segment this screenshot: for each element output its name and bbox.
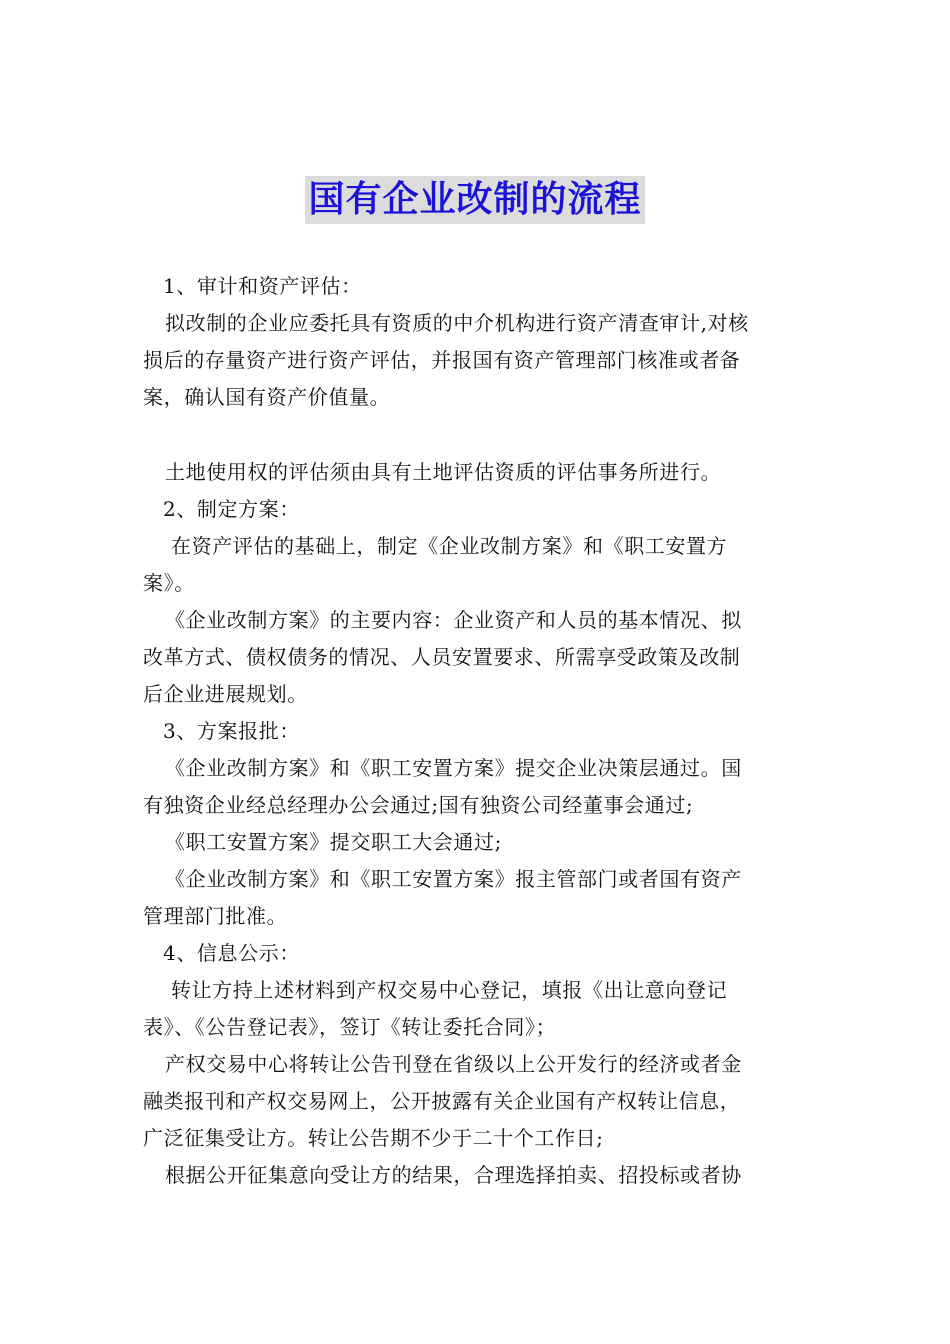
paragraph-line: 管理部门批准。: [143, 904, 288, 928]
paragraph-line: 在资产评估的基础上，制定《企业改制方案》和《职工安置方: [171, 534, 728, 558]
blank-line: [143, 416, 807, 454]
section-heading-plan: 2、制定方案：: [163, 497, 300, 521]
document-title: 国有企业改制的流程: [305, 176, 644, 224]
section-heading-disclosure: 4、信息公示：: [163, 941, 300, 965]
paragraph-line: 后企业进展规划。: [143, 682, 308, 706]
paragraph-line: 产权交易中心将转让公告刊登在省级以上公开发行的经济或者金: [165, 1052, 742, 1076]
document-body: [143, 268, 807, 1194]
paragraph-line: 有独资企业经总经理办公会通过;国有独资公司经董事会通过;: [143, 793, 694, 817]
paragraph-line: 融类报刊和产权交易网上，公开披露有关企业国有产权转让信息，: [143, 1089, 741, 1113]
section-heading-approval: 3、方案报批：: [163, 719, 300, 743]
paragraph-line: 广泛征集受让方。转让公告期不少于二十个工作日;: [143, 1126, 604, 1150]
paragraph-line: 根据公开征集意向受让方的结果，合理选择拍卖、招投标或者协: [165, 1163, 742, 1187]
paragraph-line: 《职工安置方案》提交职工大会通过;: [165, 830, 502, 854]
paragraph-line: 拟改制的企业应委托具有资质的中介机构进行资产清查审计,对核: [165, 311, 749, 335]
paragraph-line: 案》。: [143, 571, 195, 595]
paragraph-line: 损后的存量资产进行资产评估，并报国有资产管理部门核准或者备: [143, 348, 741, 372]
paragraph-line: 转让方持上述材料到产权交易中心登记，填报《出让意向登记: [171, 978, 728, 1002]
paragraph-line: 表》、《公告登记表》，签订《转让委托合同》；: [143, 1015, 557, 1039]
paragraph-line: 《企业改制方案》的主要内容：企业资产和人员的基本情况、拟: [165, 608, 742, 632]
paragraph-line: 《企业改制方案》和《职工安置方案》报主管部门或者国有资产: [165, 867, 742, 891]
paragraph-line: 《企业改制方案》和《职工安置方案》提交企业决策层通过。国: [165, 756, 742, 780]
paragraph-line: 改革方式、债权债务的情况、人员安置要求、所需享受政策及改制: [143, 645, 741, 669]
title-container: [0, 176, 950, 224]
section-heading-audit: 1、审计和资产评估：: [163, 274, 362, 298]
paragraph-line: 土地使用权的评估须由具有土地评估资质的评估事务所进行。: [165, 460, 722, 484]
paragraph-line: 案，确认国有资产价值量。: [143, 385, 391, 409]
